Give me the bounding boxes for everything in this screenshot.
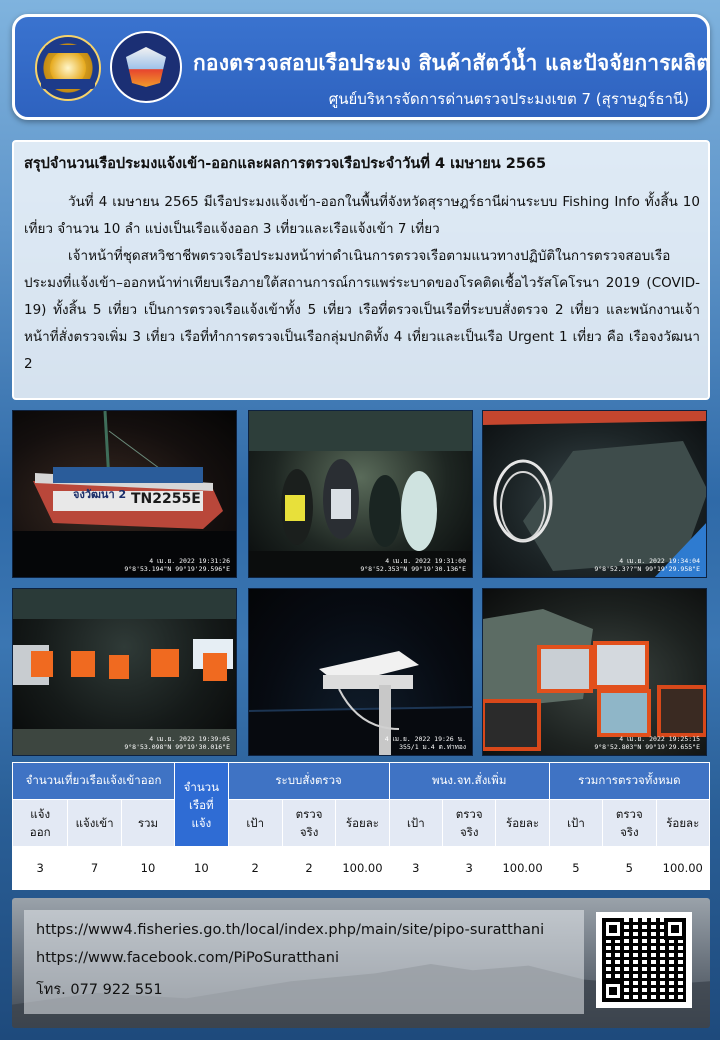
photo-date: 4 เม.ย. 2022 19:31:26: [149, 557, 230, 565]
cell-system-percent: 100.00: [336, 847, 389, 889]
subheader-outbound: [13, 800, 68, 847]
photo-location: 9°8'52.3??"N 99°19'29.958"E: [594, 565, 700, 573]
cell-officer-percent: 100.00: [496, 847, 549, 889]
subheader-label: ตรวจจริง: [295, 807, 323, 839]
summary-title: สรุปจำนวนเรือประมงแจ้งเข้า-ออกและผลการตรวจเรือประจำวันที่ 4 เมษายน 2565: [24, 156, 547, 172]
daily-summary-box: [12, 140, 710, 400]
table-row: [13, 847, 710, 889]
photo-location: 9°8'52.803"N 99°19'29.655"E: [594, 743, 700, 751]
cell-total-target: 5: [549, 847, 602, 889]
photo-fishing-net-deck: [482, 410, 707, 578]
cell-system-actual: 2: [282, 847, 335, 889]
photo-timestamp: [360, 557, 466, 573]
subheader-total: รวม: [121, 800, 174, 847]
summary-paragraph-1: วันที่ 4 เมษายน 2565 มีเรือประมงแจ้งเข้า-ออกในพื้นที่จังหวัดสุราษฎร์ธานีผ่านระบบ Fishing Info ทั้งสิ้น 10 เที่ยว จำนวน 10 ลำ แบ่งเป็นเรือแจ้งออก 3 เที่ยวและเรือแจ้งเข้า 7 เที่ยว: [24, 194, 700, 237]
boat-name-label: จงวัฒนา 2: [73, 488, 127, 501]
department-of-fisheries-seal-icon: [35, 35, 101, 101]
photo-timestamp: [385, 735, 466, 751]
photo-timestamp: [594, 557, 700, 573]
cell-total-percent: 100.00: [656, 847, 709, 889]
cell-total: 10: [121, 847, 174, 889]
cell-officer-actual: 3: [443, 847, 496, 889]
photo-date: 4 เม.ย. 2022 19:34:04: [619, 557, 700, 565]
subheader-label: ตรวจจริง: [615, 807, 643, 839]
header-boats-reported-label: จำนวนเรือที่แจ้ง: [183, 779, 220, 830]
photo-date: 4 เม.ย. 2022 19:25:15: [619, 735, 700, 743]
photo-date: 4 เม.ย. 2022 19:26 น.: [384, 735, 466, 743]
photo-timestamp: [124, 557, 230, 573]
photo-date: 4 เม.ย. 2022 19:39:05: [149, 735, 230, 743]
photo-timestamp: [124, 735, 230, 751]
cell-boats-reported: 10: [175, 847, 228, 889]
subheader-label: แจ้งออก: [29, 807, 51, 839]
header-banner: [12, 14, 710, 120]
fish-baskets-illustration: [483, 589, 707, 756]
website-link[interactable]: https://www4.fisheries.go.th/local/index.php/main/site/pipo-suratthani: [36, 922, 545, 938]
contact-footer: [12, 898, 710, 1028]
photo-date: 4 เม.ย. 2022 19:31:00: [385, 557, 466, 565]
crew-lifejackets-illustration: [13, 589, 237, 756]
cell-inbound: 7: [68, 847, 121, 889]
fishery-inspection-emblem-icon: [110, 31, 182, 103]
inspectors-illustration: [249, 411, 473, 578]
boat-registration-label: TN2255E: [131, 491, 201, 507]
photo-boat-night: [12, 410, 237, 578]
header-system-ordered: ระบบสั่งตรวจ: [228, 763, 389, 800]
subheader-actual: [603, 800, 656, 847]
header-officer-added: พนง.จท.สั่งเพิ่ม: [389, 763, 549, 800]
subheader-percent: ร้อยละ: [336, 800, 389, 847]
subheader-target: เป้า: [549, 800, 602, 847]
photo-inspection-team: [248, 410, 473, 578]
photo-location: 9°8'53.098"N 99°19'30.016"E: [124, 743, 230, 751]
cell-system-target: 2: [228, 847, 282, 889]
photo-fish-catch-baskets: [482, 588, 707, 756]
summary-paragraph-2: เจ้าหน้าที่ชุดสหวิชาชีพตรวจเรือประมงหน้าท่าดำเนินการตรวจเรือตามแนวทางปฏิบัติในการตรวจสอบเรือประมงที่แจ้งเข้า–ออกหน้าท่าเทียบเรือภายใต้สถานการณ์การแพร่ระบาดของโรคติดเชื้อไวรัสโคโรนา 2019 (COVID-19) ทั้งสิ้น 5 เที่ยว เป็นการตรวจเรือแจ้งเข้าทั้ง 5 เที่ยว เรือที่ตรวจเป็นเรือที่ระบบสั่งตรวจ 2 เที่ยว และพนักงานเจ้าหน้าที่สั่งตรวจเพิ่ม 3 เที่ยว เรือที่ทำการตรวจเป็นเรือกลุ่มปกติทั้ง 4 เที่ยวและเป็นเรือ Urgent 1 เที่ยว คือ เรือจงวัฒนา 2: [24, 248, 700, 372]
photo-timestamp: [594, 735, 700, 751]
photo-location: 355/1 ม.4 ต.ท่าทอง: [399, 743, 466, 751]
header-trip-count: จำนวนเที่ยวเรือแจ้งเข้าออก: [13, 763, 175, 800]
phone-number: โทร. 077 922 551: [36, 982, 163, 998]
facebook-link[interactable]: https://www.facebook.com/PiPoSuratthani: [36, 950, 339, 966]
fishing-net-illustration: [483, 411, 707, 578]
header-subtitle: ศูนย์บริหารจัดการด่านตรวจประมงเขต 7 (สุราษฎร์ธานี): [328, 90, 689, 108]
header-title: กองตรวจสอบเรือประมง สินค้าสัตว์น้ำ และปัจจัยการผลิต: [193, 51, 711, 75]
qr-code-icon[interactable]: [596, 912, 692, 1008]
photo-location: 9°8'53.194"N 99°19'29.596"E: [124, 565, 230, 573]
cell-officer-target: 3: [389, 847, 442, 889]
cell-total-actual: 5: [603, 847, 656, 889]
header-total-inspections: รวมการตรวจทั้งหมด: [549, 763, 709, 800]
vms-antenna-illustration: [249, 589, 473, 756]
inspection-results-table: [12, 762, 710, 890]
subheader-inbound: แจ้งเข้า: [68, 800, 121, 847]
photo-vms-antenna: [248, 588, 473, 756]
photo-crew-lineup: [12, 588, 237, 756]
subheader-target: เป้า: [228, 800, 282, 847]
subheader-actual: [282, 800, 335, 847]
subheader-target: เป้า: [389, 800, 442, 847]
subheader-percent: ร้อยละ: [496, 800, 549, 847]
subheader-actual: [443, 800, 496, 847]
cell-outbound: 3: [13, 847, 68, 889]
header-boats-reported: [175, 763, 228, 847]
photo-location: 9°8'52.353"N 99°19'30.136"E: [360, 565, 466, 573]
subheader-label: ตรวจจริง: [455, 807, 483, 839]
subheader-percent: ร้อยละ: [656, 800, 709, 847]
